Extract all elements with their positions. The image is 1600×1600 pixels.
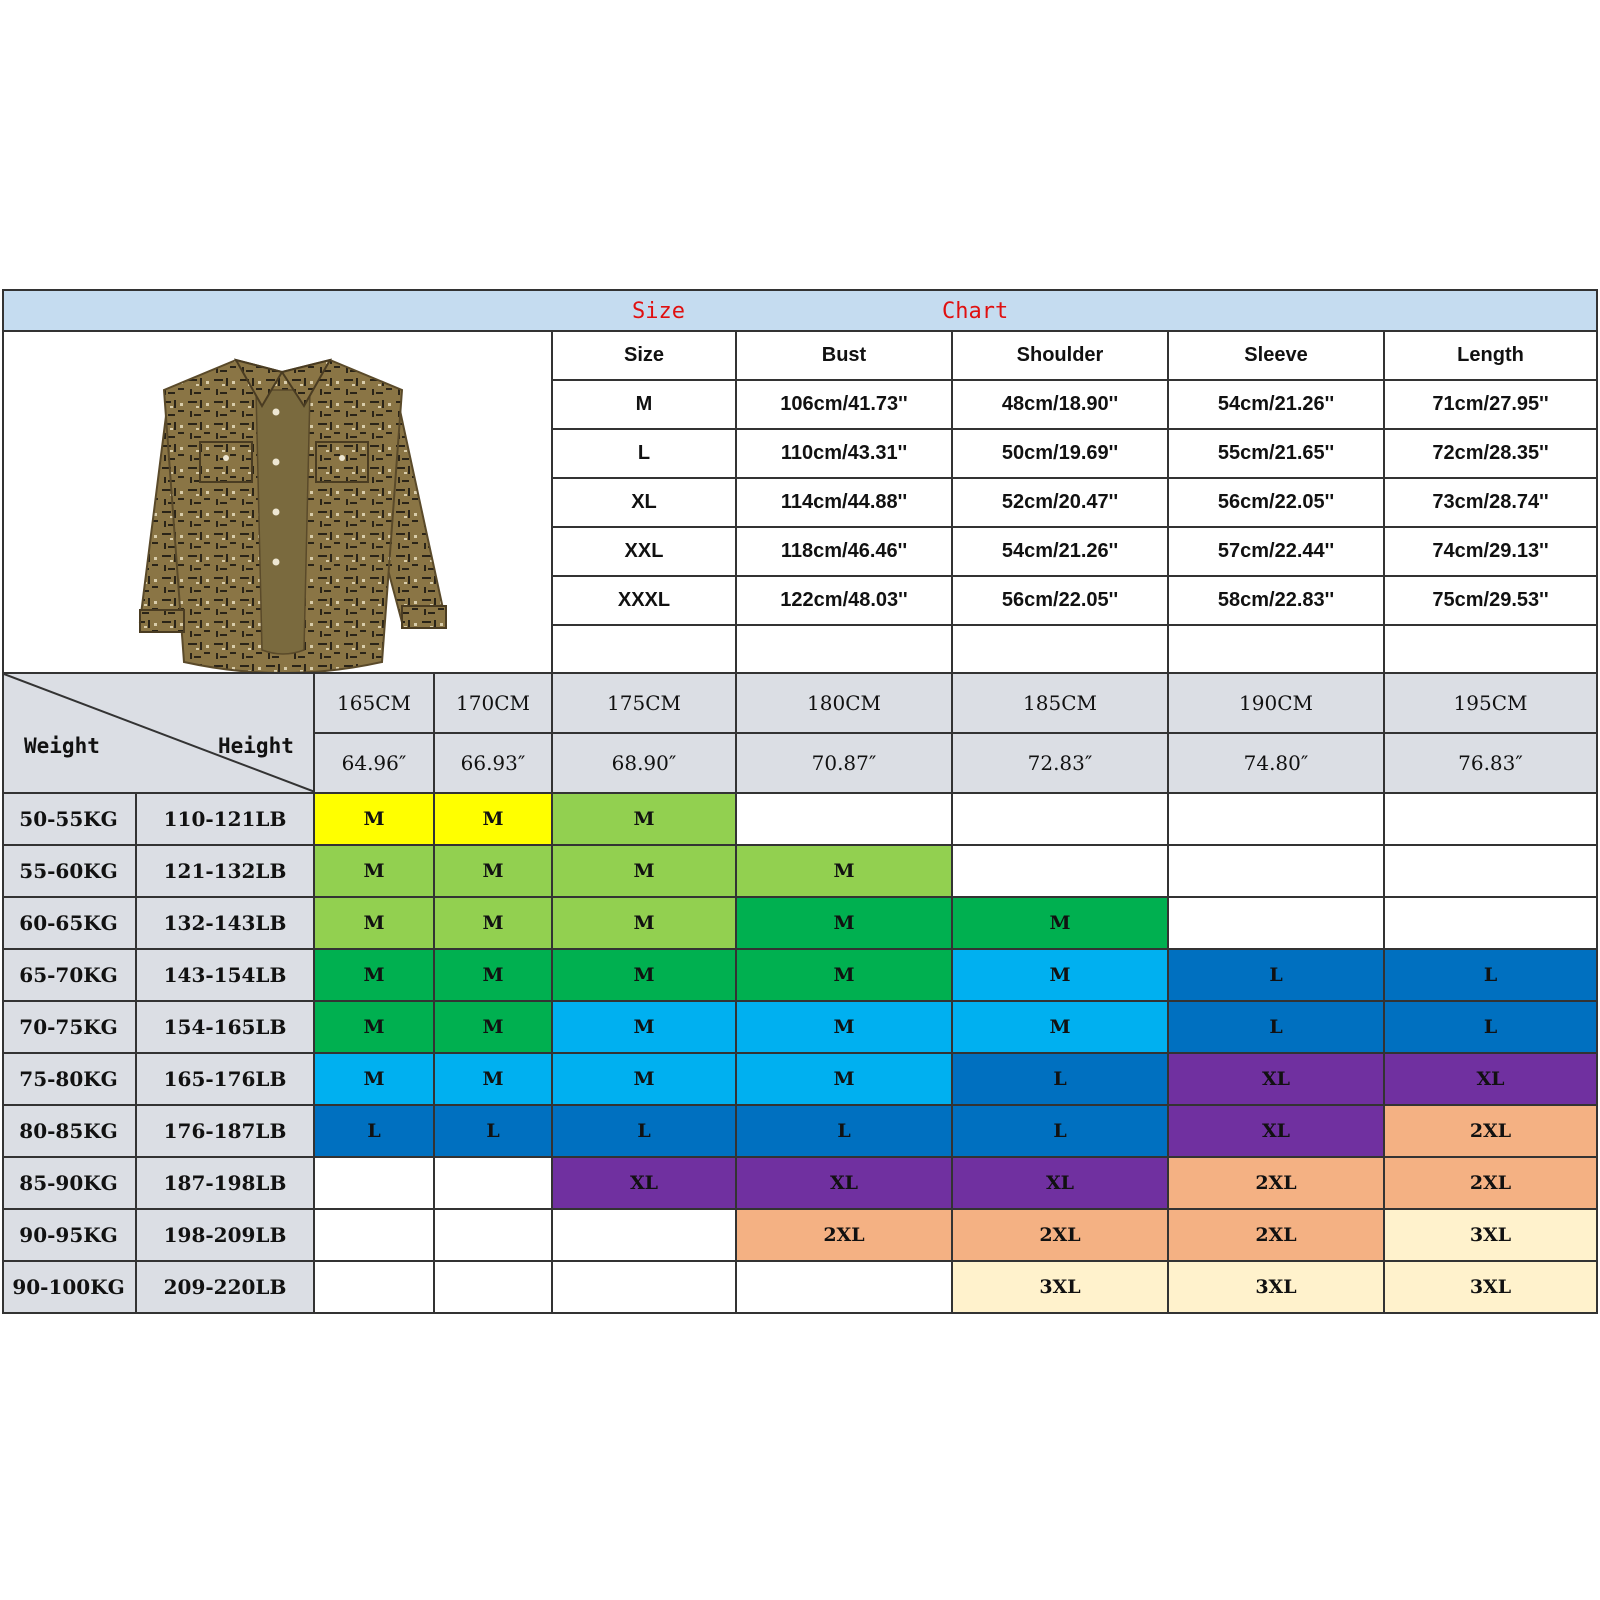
size-cell	[1385, 846, 1598, 898]
measure-cell: 58cm/22.83''	[1169, 577, 1385, 626]
size-cell	[1385, 794, 1598, 846]
weight-label: Weight	[24, 734, 100, 758]
weight-kg-cell: 50-55KG	[2, 794, 137, 846]
size-cell	[315, 1210, 435, 1262]
size-cell: L	[1169, 950, 1385, 1002]
height-label: Height	[218, 734, 294, 758]
size-cell: M	[553, 1054, 737, 1106]
measure-cell: 74cm/29.13''	[1385, 528, 1598, 577]
size-cell: 3XL	[1169, 1262, 1385, 1314]
size-cell: L	[435, 1106, 553, 1158]
measure-cell: L	[553, 430, 737, 479]
size-cell: L	[1385, 950, 1598, 1002]
measure-cell: 71cm/27.95''	[1385, 381, 1598, 430]
measure-cell: XXL	[553, 528, 737, 577]
size-cell: XL	[1169, 1106, 1385, 1158]
height-cm-header: 175CM	[553, 674, 737, 734]
height-cm-header: 190CM	[1169, 674, 1385, 734]
table-left-border	[2, 794, 4, 1314]
height-in-header: 68.90″	[553, 734, 737, 794]
product-photo	[2, 332, 553, 674]
khaki-printed-shirt-jacket-icon	[4, 332, 555, 672]
size-cell: L	[953, 1054, 1169, 1106]
size-cell: M	[953, 950, 1169, 1002]
size-cell: XL	[1169, 1054, 1385, 1106]
measure-cell: 114cm/44.88''	[737, 479, 953, 528]
measure-cell: 110cm/43.31''	[737, 430, 953, 479]
size-cell: M	[315, 846, 435, 898]
size-cell: 2XL	[1385, 1106, 1598, 1158]
size-cell: L	[737, 1106, 953, 1158]
size-cell: 2XL	[737, 1210, 953, 1262]
measure-cell: 75cm/29.53''	[1385, 577, 1598, 626]
height-in-header: 64.96″	[315, 734, 435, 794]
size-cell: M	[435, 846, 553, 898]
weight-kg-cell: 65-70KG	[2, 950, 137, 1002]
size-cell	[737, 1262, 953, 1314]
title-bar	[2, 289, 1598, 332]
title-size: Size	[632, 299, 685, 324]
weight-lb-cell: 165-176LB	[137, 1054, 315, 1106]
measure-cell: 54cm/21.26''	[953, 528, 1169, 577]
size-cell: M	[435, 794, 553, 846]
weight-kg-cell: 90-95KG	[2, 1210, 137, 1262]
measure-cell: M	[553, 381, 737, 430]
size-cell	[553, 1210, 737, 1262]
measure-cell: 56cm/22.05''	[1169, 479, 1385, 528]
size-cell	[1385, 898, 1598, 950]
measure-cell: 56cm/22.05''	[953, 577, 1169, 626]
size-cell	[1169, 846, 1385, 898]
measure-cell: 122cm/48.03''	[737, 577, 953, 626]
size-cell: M	[553, 794, 737, 846]
size-cell: M	[737, 898, 953, 950]
weight-kg-cell: 70-75KG	[2, 1002, 137, 1054]
size-cell: 3XL	[1385, 1262, 1598, 1314]
size-cell: M	[553, 846, 737, 898]
height-cm-header: 165CM	[315, 674, 435, 734]
measure-header: Length	[1385, 332, 1598, 381]
weight-lb-cell: 143-154LB	[137, 950, 315, 1002]
size-cell: 2XL	[1169, 1210, 1385, 1262]
size-cell	[435, 1158, 553, 1210]
weight-lb-cell: 187-198LB	[137, 1158, 315, 1210]
diagonal-divider	[4, 674, 315, 792]
size-cell	[737, 794, 953, 846]
weight-kg-cell: 85-90KG	[2, 1158, 137, 1210]
size-cell: M	[435, 1054, 553, 1106]
weight-lb-cell: 176-187LB	[137, 1106, 315, 1158]
measure-cell: 55cm/21.65''	[1169, 430, 1385, 479]
size-chart	[2, 289, 1598, 1314]
size-cell	[435, 1262, 553, 1314]
size-cell: M	[315, 794, 435, 846]
weight-lb-cell: 209-220LB	[137, 1262, 315, 1314]
measure-header: Shoulder	[953, 332, 1169, 381]
height-in-header: 72.83″	[953, 734, 1169, 794]
weight-kg-cell: 75-80KG	[2, 1054, 137, 1106]
weight-kg-cell: 55-60KG	[2, 846, 137, 898]
measure-cell: XXXL	[553, 577, 737, 626]
measure-cell	[1169, 626, 1385, 674]
size-cell: 2XL	[953, 1210, 1169, 1262]
size-cell: M	[737, 950, 953, 1002]
measure-cell	[953, 626, 1169, 674]
measure-cell	[553, 626, 737, 674]
height-in-header: 70.87″	[737, 734, 953, 794]
measure-cell: 57cm/22.44''	[1169, 528, 1385, 577]
size-cell: L	[553, 1106, 737, 1158]
weight-kg-cell: 60-65KG	[2, 898, 137, 950]
size-cell	[953, 846, 1169, 898]
size-cell: M	[737, 1002, 953, 1054]
measure-header: Sleeve	[1169, 332, 1385, 381]
weight-lb-cell: 121-132LB	[137, 846, 315, 898]
height-cm-header: 185CM	[953, 674, 1169, 734]
size-cell: L	[953, 1106, 1169, 1158]
size-cell: M	[315, 1054, 435, 1106]
size-cell: XL	[553, 1158, 737, 1210]
measure-cell: 50cm/19.69''	[953, 430, 1169, 479]
height-in-header: 74.80″	[1169, 734, 1385, 794]
size-cell	[315, 1158, 435, 1210]
measure-cell: 48cm/18.90''	[953, 381, 1169, 430]
size-cell: XL	[1385, 1054, 1598, 1106]
size-cell	[553, 1262, 737, 1314]
size-cell: M	[435, 950, 553, 1002]
size-cell: M	[953, 898, 1169, 950]
measure-cell: XL	[553, 479, 737, 528]
size-cell	[1169, 794, 1385, 846]
size-cell: M	[435, 898, 553, 950]
size-cell: M	[435, 1002, 553, 1054]
size-cell: XL	[737, 1158, 953, 1210]
size-cell: M	[315, 950, 435, 1002]
size-cell: 2XL	[1385, 1158, 1598, 1210]
weight-kg-cell: 90-100KG	[2, 1262, 137, 1314]
measure-cell	[737, 626, 953, 674]
weight-height-corner	[2, 674, 315, 794]
measure-cell: 106cm/41.73''	[737, 381, 953, 430]
size-cell: XL	[953, 1158, 1169, 1210]
measure-header: Bust	[737, 332, 953, 381]
weight-lb-cell: 198-209LB	[137, 1210, 315, 1262]
size-cell: M	[553, 898, 737, 950]
measure-cell: 52cm/20.47''	[953, 479, 1169, 528]
height-cm-header: 170CM	[435, 674, 553, 734]
measure-cell: 54cm/21.26''	[1169, 381, 1385, 430]
measure-cell: 72cm/28.35''	[1385, 430, 1598, 479]
size-cell: L	[315, 1106, 435, 1158]
size-cell: M	[953, 1002, 1169, 1054]
size-cell	[435, 1210, 553, 1262]
weight-lb-cell: 154-165LB	[137, 1002, 315, 1054]
weight-lb-cell: 110-121LB	[137, 794, 315, 846]
measure-header: Size	[553, 332, 737, 381]
size-cell: L	[1385, 1002, 1598, 1054]
size-cell	[315, 1262, 435, 1314]
size-cell: M	[315, 898, 435, 950]
size-cell: M	[737, 846, 953, 898]
height-cm-header: 180CM	[737, 674, 953, 734]
weight-lb-cell: 132-143LB	[137, 898, 315, 950]
size-cell: M	[553, 1002, 737, 1054]
weight-kg-cell: 80-85KG	[2, 1106, 137, 1158]
measure-cell: 118cm/46.46''	[737, 528, 953, 577]
size-cell: M	[553, 950, 737, 1002]
size-cell: 3XL	[1385, 1210, 1598, 1262]
height-in-header: 76.83″	[1385, 734, 1598, 794]
size-cell: 2XL	[1169, 1158, 1385, 1210]
measure-cell	[1385, 626, 1598, 674]
title-chart: Chart	[942, 299, 1009, 324]
height-in-header: 66.93″	[435, 734, 553, 794]
size-cell: M	[737, 1054, 953, 1106]
height-cm-header: 195CM	[1385, 674, 1598, 734]
size-cell	[953, 794, 1169, 846]
size-cell: 3XL	[953, 1262, 1169, 1314]
size-cell: L	[1169, 1002, 1385, 1054]
size-cell	[1169, 898, 1385, 950]
size-cell: M	[315, 1002, 435, 1054]
measure-cell: 73cm/28.74''	[1385, 479, 1598, 528]
